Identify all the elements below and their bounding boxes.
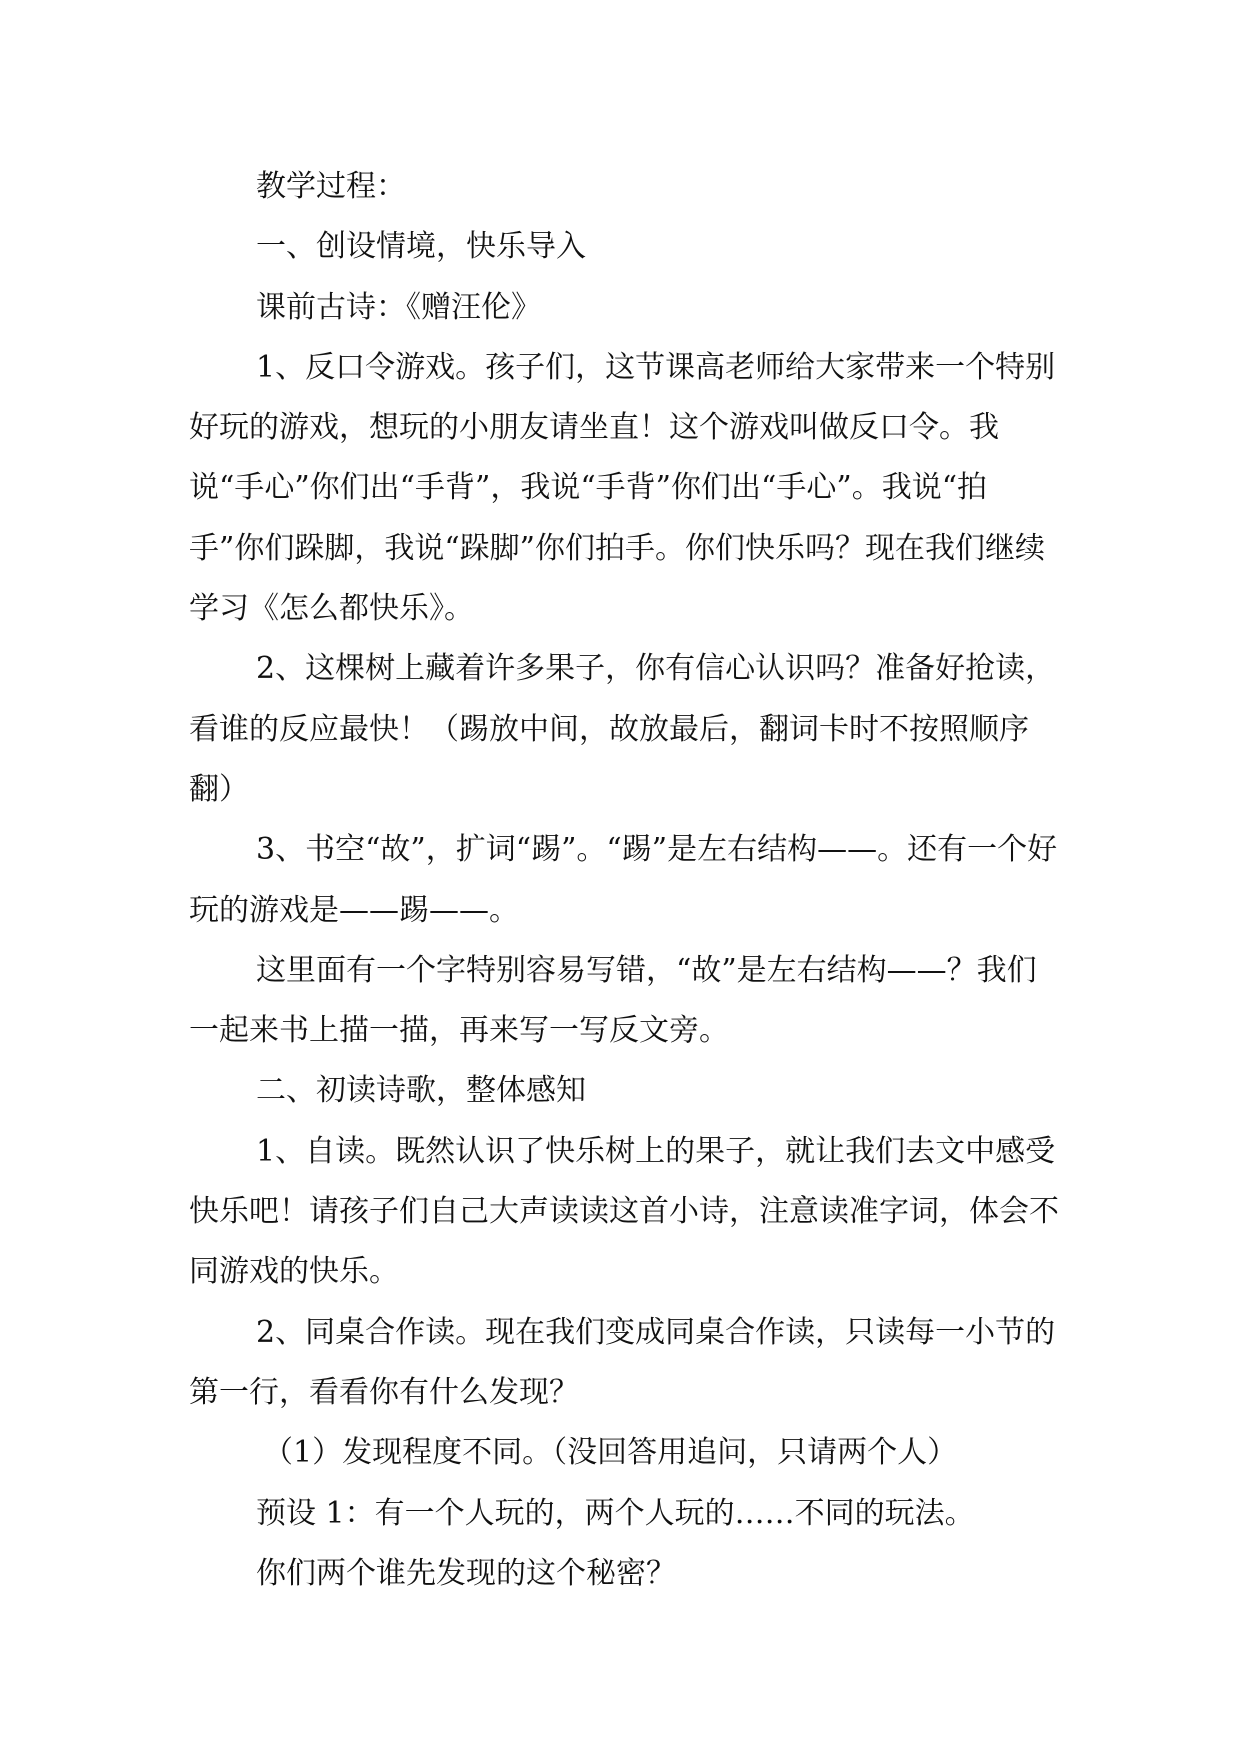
paragraph-preset-1: 预设 1：有一个人玩的，两个人玩的……不同的玩法。: [256, 1495, 975, 1531]
paragraph-pre-class-poem: 课前古诗：《赠汪伦》: [256, 289, 541, 325]
paragraph-partner-reading: 2、同桌合作读。现在我们变成同桌合作读，只读每一小节的第一行，看看你有什么发现？: [189, 1314, 1056, 1410]
document-body: [189, 157, 1059, 1604]
paragraph-self-reading: 1、自读。既然认识了快乐树上的果子，就让我们去文中感受快乐吧！请孩子们自己大声读读这首小诗，注意读准字词，体会不同游戏的快乐。: [189, 1133, 1059, 1290]
paragraph-section-2-title: 二、初读诗歌，整体感知: [256, 1073, 586, 1109]
paragraph-section-1-title: 一、创设情境，快乐导入: [256, 229, 586, 265]
paragraph-question: 你们两个谁先发现的这个秘密？: [256, 1555, 676, 1591]
paragraph-step-2: 2、这棵树上藏着许多果子，你有信心认识吗？准备好抢读，看谁的反应最快！（踢放中间，故放最后，翻词卡时不按照顺序翻）: [189, 651, 1056, 807]
paragraph-step-3: 3、书空“故”，扩词“踢”。“踢”是左右结构——。还有一个好玩的游戏是——踢——。: [189, 832, 1058, 928]
paragraph-writing-note: 这里面有一个字特别容易写错，“故”是左右结构——？我们一起来书上描一描，再来写一写反文旁。: [189, 952, 1037, 1049]
paragraph-heading-process: 教学过程：: [256, 169, 406, 204]
paragraph-finding-1: （1）发现程度不同。（没回答用追问，只请两个人）: [263, 1435, 958, 1471]
paragraph-step-1: 1、反口令游戏。孩子们，这节课高老师给大家带来一个特别好玩的游戏，想玩的小朋友请坐直！这个游戏叫做反口令。我说“手心”你们出“手背”，我说“手背”你们出“手心”。我说“拍手”你们跺脚，我说“跺脚”你们拍手。你们快乐吗？现在我们继续学习《怎么都快乐》。: [189, 349, 1056, 627]
